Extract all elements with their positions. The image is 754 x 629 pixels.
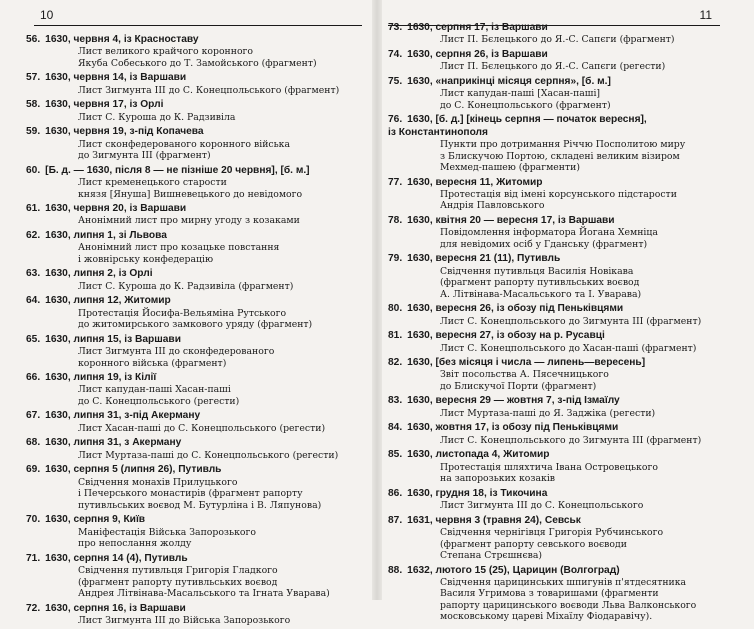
entry-number: 85. xyxy=(388,449,403,461)
entry-date-place: 1630, листопада 4, Житомир xyxy=(407,449,550,461)
list-item xyxy=(388,488,740,512)
entry-description: Лист Зигмунта III до Війська Запорозького xyxy=(78,614,291,626)
list-item xyxy=(26,203,362,227)
header-rule xyxy=(34,25,362,26)
left-page-header xyxy=(0,0,372,28)
entry-heading xyxy=(26,334,362,346)
entry-description: Лист С. Куроша до К. Радзивіла xyxy=(78,111,236,123)
entry-heading xyxy=(26,437,362,449)
entry-description: Лист Муртаза-паші до Я. Заджіка (регести) xyxy=(440,407,656,419)
entry-description: Лист кременецького старости князя [Януша] Вишневецького до невідомого xyxy=(78,177,303,200)
entry-heading xyxy=(388,330,740,342)
list-item xyxy=(26,372,362,407)
entry-number: 80. xyxy=(388,303,403,315)
entry-description: Свідчення путивльця Григорія Гладкого (фрагмент рапорту путивльських воєвод Андрея Літвінава-Масальського та Ігната Уварава) xyxy=(78,565,330,599)
list-item xyxy=(26,126,362,161)
entry-heading xyxy=(388,515,740,527)
list-item xyxy=(388,177,740,212)
entry-description: Маніфестація Війська Запорозького про непослання жолду xyxy=(78,526,256,550)
entry-number: 67. xyxy=(26,410,41,422)
entry-description: Лист сконфедерованого коронного війська до Зигмунта III (фрагмент) xyxy=(78,138,291,162)
left-page xyxy=(0,0,372,626)
entry-heading xyxy=(26,165,362,177)
entry-number: 62. xyxy=(26,229,41,241)
entry-heading xyxy=(26,464,362,476)
entry-heading xyxy=(26,34,362,46)
entry-number: 72. xyxy=(26,602,41,614)
list-item xyxy=(388,395,740,419)
entry-number: 60. xyxy=(26,164,41,176)
entry-description: Лист Зигмунта III до сконфедерованого коронного війська (фрагмент) xyxy=(78,346,275,369)
list-item xyxy=(26,34,362,69)
entry-date-place: 1630, жовтня 17, із обозу під Пеньківцями xyxy=(407,422,619,434)
entry-number: 61. xyxy=(26,203,41,215)
entry-description: Свідчення чернігівця Григорія Рубчинського (фрагмент рапорту севського воєводи Степана Стрєшнєва) xyxy=(440,527,664,561)
entry-description: Лист П. Бєлецького до Я.-С. Сапєги (регести) xyxy=(440,61,666,73)
entry-description: Лист Муртаза-паші до С. Конецпольського (регести) xyxy=(78,449,339,461)
page-number: 10 xyxy=(40,8,54,22)
entry-number: 69. xyxy=(26,464,41,476)
entry-description: Анонімний лист про козацьке повстання і жовнірську конфедерацію xyxy=(78,242,280,265)
entry-heading xyxy=(26,603,362,615)
entry-date-place: 1630, вересня 27, із обозу на р. Русавці xyxy=(407,330,605,342)
entry-description: Лист С. Конецпольського до Зигмунта III (фрагмент) xyxy=(440,315,702,327)
entry-date-place: 1632, лютого 15 (25), Царицин (Волгоград) xyxy=(407,564,620,576)
entry-date-place: 1630, червня 14, із Варшави xyxy=(45,72,187,84)
entry-date-place: 1630, вересня 21 (11), Путивль xyxy=(407,253,561,265)
list-item xyxy=(26,165,362,200)
entry-description: Свідчення монахів Прилуцького і Печерського монастирів (фрагмент рапорту путивльських воєвод М. Бутурліна і В. Ляпунова) xyxy=(78,476,322,511)
entry-date-place: 1630, грудня 18, із Тикочина xyxy=(407,487,548,499)
list-item xyxy=(26,553,362,600)
entry-description: Анонімний лист про мирну угоду з козаками xyxy=(78,215,300,227)
entry-date-place: 1630, серпня 9, Київ xyxy=(45,514,146,526)
entry-date-place: 1630, серпня 16, із Варшави xyxy=(45,602,186,614)
entry-number: 79. xyxy=(388,253,403,265)
entry-heading xyxy=(388,488,740,500)
list-item xyxy=(26,334,362,369)
list-item xyxy=(388,49,740,73)
list-item xyxy=(26,410,362,434)
entry-description: Пункти про дотримання Річчю Посполитою миру з Блискучою Портою, складені великим візиром Мехмед-пашею (фрагменти) xyxy=(440,139,686,174)
entry-number: 78. xyxy=(388,214,403,226)
list-item xyxy=(388,515,740,562)
list-item xyxy=(26,268,362,292)
list-item xyxy=(388,303,740,327)
entry-date-place: [Б. д. — 1630, після 8 — не пізніше 20 червня], [б. м.] xyxy=(45,164,310,176)
entry-heading xyxy=(388,114,740,139)
entry-heading xyxy=(388,177,740,189)
entry-heading xyxy=(388,565,740,577)
entry-heading xyxy=(26,268,362,280)
book-gutter xyxy=(372,0,382,600)
entry-date-place: 1630, вересня 29 — жовтня 7, з-під Ізмаїлу xyxy=(407,395,620,407)
entry-description: Свідчення путивльця Василія Новікава (фрагмент рапорту путивльських воєвод А. Літвінава-Масальського та І. Уварава) xyxy=(440,265,642,300)
entry-heading xyxy=(388,22,740,34)
entry-date-place: 1631, червня 3 (травня 24), Севськ xyxy=(407,514,581,526)
entry-date-place: 1630, серпня 17, із Варшави xyxy=(407,22,548,33)
entry-number: 65. xyxy=(26,333,41,345)
list-item xyxy=(26,514,362,549)
entry-description: Лист капудан-паші Хасан-паші до С. Конецпольського (регести) xyxy=(78,384,240,407)
list-item xyxy=(388,215,740,250)
entry-description: Лист великого крайчого коронного Якуба Собеського до Т. Замойського (фрагмент) xyxy=(78,46,317,69)
list-item xyxy=(388,449,740,484)
list-item xyxy=(26,230,362,265)
entry-date-place: 1630, «наприкінці місяця серпня», [б. м.] xyxy=(407,75,611,87)
entry-date-place: 1630, серпня 5 (липня 26), Путивль xyxy=(45,464,222,476)
entry-date-place: 1630, вересня 11, Житомир xyxy=(407,176,543,188)
list-item xyxy=(388,357,740,392)
entry-date-place: 1630, липня 1, зі Львова xyxy=(45,229,167,241)
entry-date-place: 1630, червня 4, із Красноставу xyxy=(45,34,199,45)
entry-number: 82. xyxy=(388,357,403,369)
entry-number: 83. xyxy=(388,395,403,407)
list-item xyxy=(26,464,362,511)
list-item xyxy=(26,99,362,123)
entry-date-place: 1630, липня 19, із Кілії xyxy=(45,372,157,384)
entry-number: 64. xyxy=(26,295,41,307)
list-item xyxy=(388,76,740,111)
entry-description: Протестація від імені корсунського підстарости Андрія Павловського xyxy=(440,188,677,212)
list-item xyxy=(388,22,740,46)
entry-heading xyxy=(388,357,740,369)
entry-number: 75. xyxy=(388,75,403,87)
entry-heading xyxy=(26,295,362,307)
left-entry-list xyxy=(0,34,372,629)
entry-number: 77. xyxy=(388,176,403,188)
entry-date-place: 1630, червня 17, із Орлі xyxy=(45,99,164,111)
entry-number: 70. xyxy=(26,514,41,526)
entry-description: Лист капудан-паші [Хасан-паші] до С. Конецпольського (фрагмент) xyxy=(440,88,611,111)
entry-date-place: 1630, вересня 26, із обозу під Пеньківцями xyxy=(407,303,624,315)
list-item xyxy=(26,295,362,330)
entry-heading xyxy=(26,553,362,565)
list-item xyxy=(26,72,362,96)
entry-heading xyxy=(388,395,740,407)
entry-heading xyxy=(26,514,362,526)
list-item xyxy=(388,114,740,173)
list-item xyxy=(388,330,740,354)
entry-heading xyxy=(388,76,740,88)
entry-number: 76. xyxy=(388,114,403,126)
entry-number: 74. xyxy=(388,48,403,60)
entry-heading xyxy=(26,410,362,422)
entry-number: 87. xyxy=(388,514,403,526)
entry-date-place: 1630, червня 19, з-під Копачева xyxy=(45,126,204,138)
entry-heading xyxy=(388,449,740,461)
entry-description: Лист Хасан-паші до С. Конецпольського (регести) xyxy=(78,422,326,434)
entry-description: Лист Зигмунта III до С. Конецпольського (фрагмент) xyxy=(78,84,340,96)
entry-date-place: 1630, серпня 14 (4), Путивль xyxy=(45,552,188,564)
entry-date-place: 1630, червня 20, із Варшави xyxy=(45,203,187,215)
entry-number: 84. xyxy=(388,422,403,434)
entry-number: 66. xyxy=(26,372,41,384)
entry-number: 59. xyxy=(26,126,41,138)
entry-description: Свідчення царицинських шпигунів п'ятдесятника Василя Угримова з товаришами (фрагменти рапорту царицинського воєводи Льва Валконського московському цареві Міхаїлу Фіодаравічу). xyxy=(440,576,697,623)
entry-number: 86. xyxy=(388,487,403,499)
entry-description: Лист П. Бєлецького до Я.-С. Сапєги (фрагмент) xyxy=(440,34,675,46)
list-item xyxy=(388,565,740,623)
entry-number: 58. xyxy=(26,99,41,111)
entry-description: Протестація Йосифа-Вельяміна Рутського до житомирського замкового уряду (фрагмент) xyxy=(78,307,313,331)
entry-heading xyxy=(26,126,362,138)
entry-date-place: 1630, [б. д.] [кінець серпня — початок вересня], із Константинополя xyxy=(388,114,647,138)
entry-date-place: 1630, квітня 20 — вересня 17, із Варшави xyxy=(407,214,615,226)
entry-description: Лист Зигмунта III до С. Конецпольського xyxy=(440,500,644,512)
entry-description: Повідомлення інформатора Йогана Хемніца для невідомих осіб у Гданську (фрагмент) xyxy=(440,227,658,250)
entry-date-place: 1630, липня 15, із Варшави xyxy=(45,333,181,345)
entry-date-place: 1630, липня 12, Житомир xyxy=(45,295,171,307)
entry-heading xyxy=(388,215,740,227)
entry-number: 56. xyxy=(26,34,41,45)
entry-heading xyxy=(26,230,362,242)
entry-description: Звіт посольства А. Пясечницького до Блискучої Порти (фрагмент) xyxy=(440,369,609,392)
entry-heading xyxy=(388,422,740,434)
page-number: 11 xyxy=(699,8,712,22)
list-item xyxy=(388,422,740,446)
entry-date-place: 1630, липня 2, із Орлі xyxy=(45,268,153,280)
entry-number: 81. xyxy=(388,330,403,342)
entry-date-place: 1630, [без місяця і числа — липень—вересень] xyxy=(407,357,646,369)
entry-heading xyxy=(26,99,362,111)
entry-date-place: 1630, серпня 26, із Варшави xyxy=(407,48,548,60)
entry-heading xyxy=(26,372,362,384)
right-page xyxy=(382,0,754,623)
entry-number: 57. xyxy=(26,72,41,84)
entry-heading xyxy=(26,72,362,84)
entry-heading xyxy=(388,303,740,315)
list-item xyxy=(388,253,740,300)
entry-number: 73. xyxy=(388,22,403,33)
entry-date-place: 1630, липня 31, з Акерману xyxy=(45,437,182,449)
entry-description: Лист С. Конецпольського до Хасан-паші (фрагмент) xyxy=(440,342,697,354)
entry-description: Лист С. Конецпольського до Зигмунта III (фрагмент) xyxy=(440,434,702,446)
entry-heading xyxy=(26,203,362,215)
list-item xyxy=(26,603,362,627)
entry-heading xyxy=(388,49,740,61)
entry-number: 88. xyxy=(388,564,403,576)
entry-description: Лист С. Куроша до К. Радзивіла (фрагмент) xyxy=(78,280,294,292)
entry-number: 63. xyxy=(26,268,41,280)
list-item xyxy=(26,437,362,461)
entry-number: 68. xyxy=(26,437,41,449)
entry-date-place: 1630, липня 31, з-під Акерману xyxy=(45,410,201,422)
entry-heading xyxy=(388,253,740,265)
entry-description: Протестація шляхтича Івана Островецького на запорозьких козаків xyxy=(440,461,658,485)
right-entry-list xyxy=(382,22,754,626)
entry-number: 71. xyxy=(26,552,41,564)
